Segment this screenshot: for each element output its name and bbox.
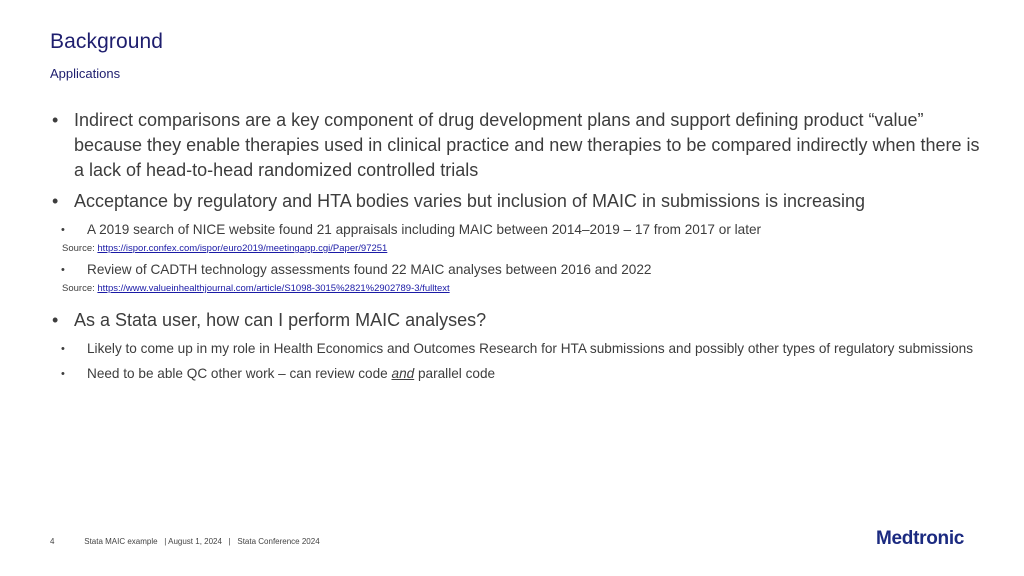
bullet-acceptance <box>50 189 980 214</box>
source-link-nice[interactable]: https://ispor.confex.com/ispor/euro2019/meetingapp.cgi/Paper/97251 <box>97 243 388 254</box>
source-label: Source: <box>62 283 95 294</box>
bullet-indirect-comparisons <box>50 108 980 183</box>
bullet-icon: • <box>52 310 59 330</box>
sub-bullet-cadth <box>50 260 980 280</box>
bullet-icon: • <box>52 110 59 130</box>
sub-bullet-qc <box>50 364 980 384</box>
sub-bullet-heor <box>50 339 980 359</box>
bullet-text-emphasis: and <box>391 366 415 381</box>
slide-subtitle: Applications <box>50 66 121 81</box>
bullet-icon: • <box>61 343 65 355</box>
medtronic-logo: Medtronic <box>876 528 965 549</box>
bullet-icon: • <box>52 191 59 211</box>
source-label: Source: <box>62 243 95 254</box>
source-link-cadth[interactable]: https://www.valueinhealthjournal.com/article/S1098-3015%2821%2902789-3/fulltext <box>97 283 450 294</box>
bullet-text: Acceptance by regulatory and HTA bodies varies but inclusion of MAIC in submissions is increasing <box>74 191 866 211</box>
bullet-text: Indirect comparisons are a key component of drug development plans and support defining product “value” because they enable therapies used in clinical practice and new therapies to be compared indirectly when there is a lack of head-to-head randomized controlled trials <box>74 110 980 180</box>
bullet-text-pre: Need to be able QC other work – can review code <box>87 366 392 381</box>
footer-text: Stata MAIC example | August 1, 2024 | Stata Conference 2024 <box>84 537 320 546</box>
source-cadth <box>62 283 980 294</box>
sub-bullet-nice <box>50 220 980 240</box>
page-number: 4 <box>50 537 55 546</box>
bullet-text: Review of CADTH technology assessments found 22 MAIC analyses between 2016 and 2022 <box>87 262 652 277</box>
slide-title: Background <box>50 30 164 53</box>
bullet-stata-user <box>50 308 980 333</box>
source-nice <box>62 243 980 254</box>
bullet-text: A 2019 search of NICE website found 21 appraisals including MAIC between 2014–2019 – 17 from 2017 or later <box>87 222 762 237</box>
bullet-text-post: parallel code <box>414 366 496 381</box>
bullet-icon: • <box>61 264 65 276</box>
bullet-icon: • <box>61 224 65 236</box>
footer <box>50 537 320 546</box>
bullet-icon: • <box>61 368 65 380</box>
slide-body <box>50 108 980 387</box>
bullet-text: As a Stata user, how can I perform MAIC analyses? <box>74 310 487 330</box>
bullet-text: Likely to come up in my role in Health Economics and Outcomes Research for HTA submissions and possibly other types of regulatory submissions <box>87 341 974 356</box>
